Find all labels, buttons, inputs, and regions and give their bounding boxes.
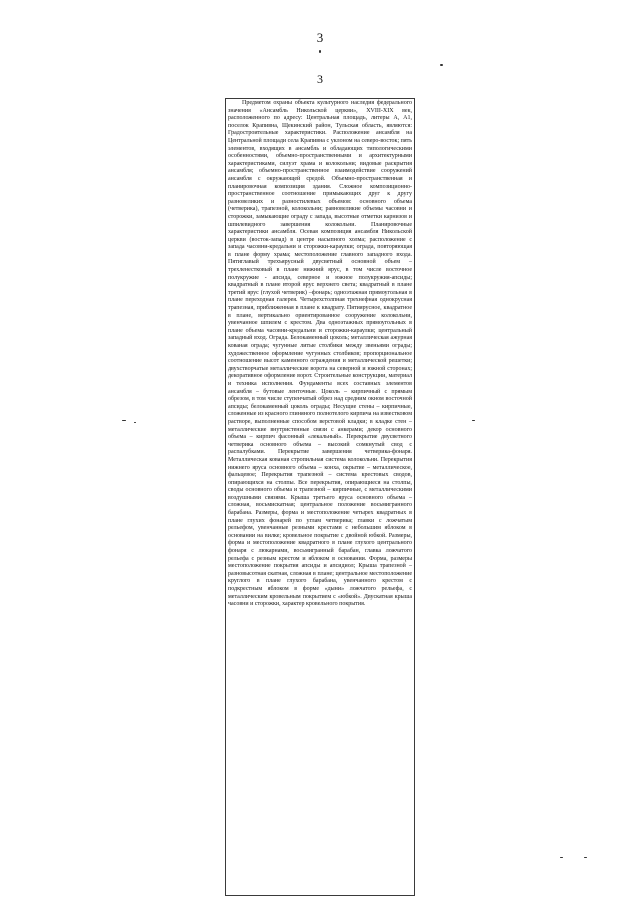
- document-body-text: Предметом охраны объекта культурного наследия федерального значения «Ансамбль Никольской церкви», XVIII-XIX век, расположенного по адресу: Центральная площадь, литеры А, А1, поселок Крапивна, Щекинский район, Тульская область, являются: Градостроительные характеристики. Расположение ансамбля на Центральной площади села Крапивна с уклоном на северо-восток; пять элементов, входящих в ансамбль и обладающих типологическими особенностями, объемно-пространственными и архитектурными характеристиками, силуэт храма и колокольни; видовые раскрытия ансамбля; объемно-пространственное взаимодействие сооружений ансамбля с окружающей средой. Объемно-пространственная и планировочная композиция здания. Сложное композиционно-пространственное соотношение примыкающих друг к другу разновеликих и разностилевых объемов: основного объема (четверика), трапезной, колокольни; равновеликие объемы часовни и сторожки, замыкающие ограду с запада, высотные отметки карнизов и шпилевидного завершения колокольни. Планировочные характеристики ансамбля. Осевая композиция ансамбля Никольской церкви (восток-запад) в центре насыпного холма; расположение с запада часовни-кредальни и сторожки-караулки; ограда, повторяющая в плане форму храма; местоположение главного западного входа. Пятиглавый трехъярусный двусветный основной объем – трехленестковый в плане нижний ярус, в том числе восточное полукружие - апсида, северное и южное полукружия-апсиды; квадратный в плане второй ярус верхнего света; квадратный в плане третий ярус (глухой четверик) –фонарь; одноэтажная прямоугольная в плане переходная галерея. Четырехстолпная трехнефная однокрусная трапезная, приближенная в плане к квадрату. Пятиярусное, квадратное в плане, вертикально ориентированное сооружение колокольни, увенчанное шпилем с крестом. Два одноэтажных прямоугольных в плане объема часовни-кредальни и сторожки-караулки; центральный западный вход. Ограда. Белокаменный цоколь; металлическая ажурная кованая ограда; чугунные литые столбики между звеньями ограды; художественное оформление чугунных столбиков; пропорциональное соотношение высот каменного ограждения и металлической решетки; двухстворчатые металлические ворота на северной и южной сторонах; декоративное оформление ворот. Строительные конструкции, материал и техника исполнения. Фундаменты всех составных элементов ансамбля – бутовые ленточные. Цоколь – кирпичный с прямым обрезом, в том числе ступенчатый обрез над средним окном восточной апсиды; белокаменный цоколь ограды; Несущие стены – кирпичные, сложенные из красного глиняного полнотелого кирпича на известковом растворе, выполненные способом верстовой кладки; в кладке стен – металлические внутристенные связи с анкерами; декор основного объема – кирпич фасонный «лекальный». Перекрытие двусветного четверика основного объема – высокий сомкнутый свод с распалубками. Перекрытие завершения четверика-фонаря. Металлическая кованая стропильная система колокольни. Перекрытия нижнего яруса основного объема – конха, окрытие – металлическое, фальцевое; Перекрытия трапезной – система крестовых сводов, опирающихся на столпы. Все перекрытия, опирающиеся на столпы, своды основного объема и трапезной – кирпичные, с металлическими воздушными связями. Крыша третьего яруса основного объема – сложная, восьмискатная; центральное положение восьмигранного барабана. Размеры, форма и местоположение четырех квадратных в плане глухих фонарей по углам четверика; главки с ложчатым рельефом, увенчанные резными крестами с небольшим яблоком в основании на вилке; кровельное покрытие с двойной юбкой. Размеры, форма и местоположение квадратного в плане глухого центрального фонаря с люкарнами, восьмигранный барабан, главка ложчатого рельефа с резным крестом и яблоком в основании. Форма, размеры местоположение покрытия апсиды и апсидиол; Крыша трапезной – разновысотная скатная, сложная в плане; центральное местоположение круглого в плане глухого барабана, увенчанного крестом с подкрестным яблоком в форме «дыни» ложчатого рельефа, с металлическим кровельным покрытием с «юбкой». Двускатная крыша часовни и сторожки, характер кровельного покрытия.: [228, 100, 412, 608]
- scan-speck: [319, 50, 321, 53]
- scan-speck: [472, 420, 475, 421]
- page-number-top: 3: [316, 30, 324, 45]
- scan-speck: [122, 420, 126, 421]
- scan-speck: [584, 857, 587, 858]
- scan-speck: [440, 64, 443, 66]
- scan-speck: [560, 857, 563, 858]
- document-text-frame: [225, 98, 415, 896]
- page-number: 3: [317, 72, 323, 86]
- scan-speck: [134, 422, 136, 423]
